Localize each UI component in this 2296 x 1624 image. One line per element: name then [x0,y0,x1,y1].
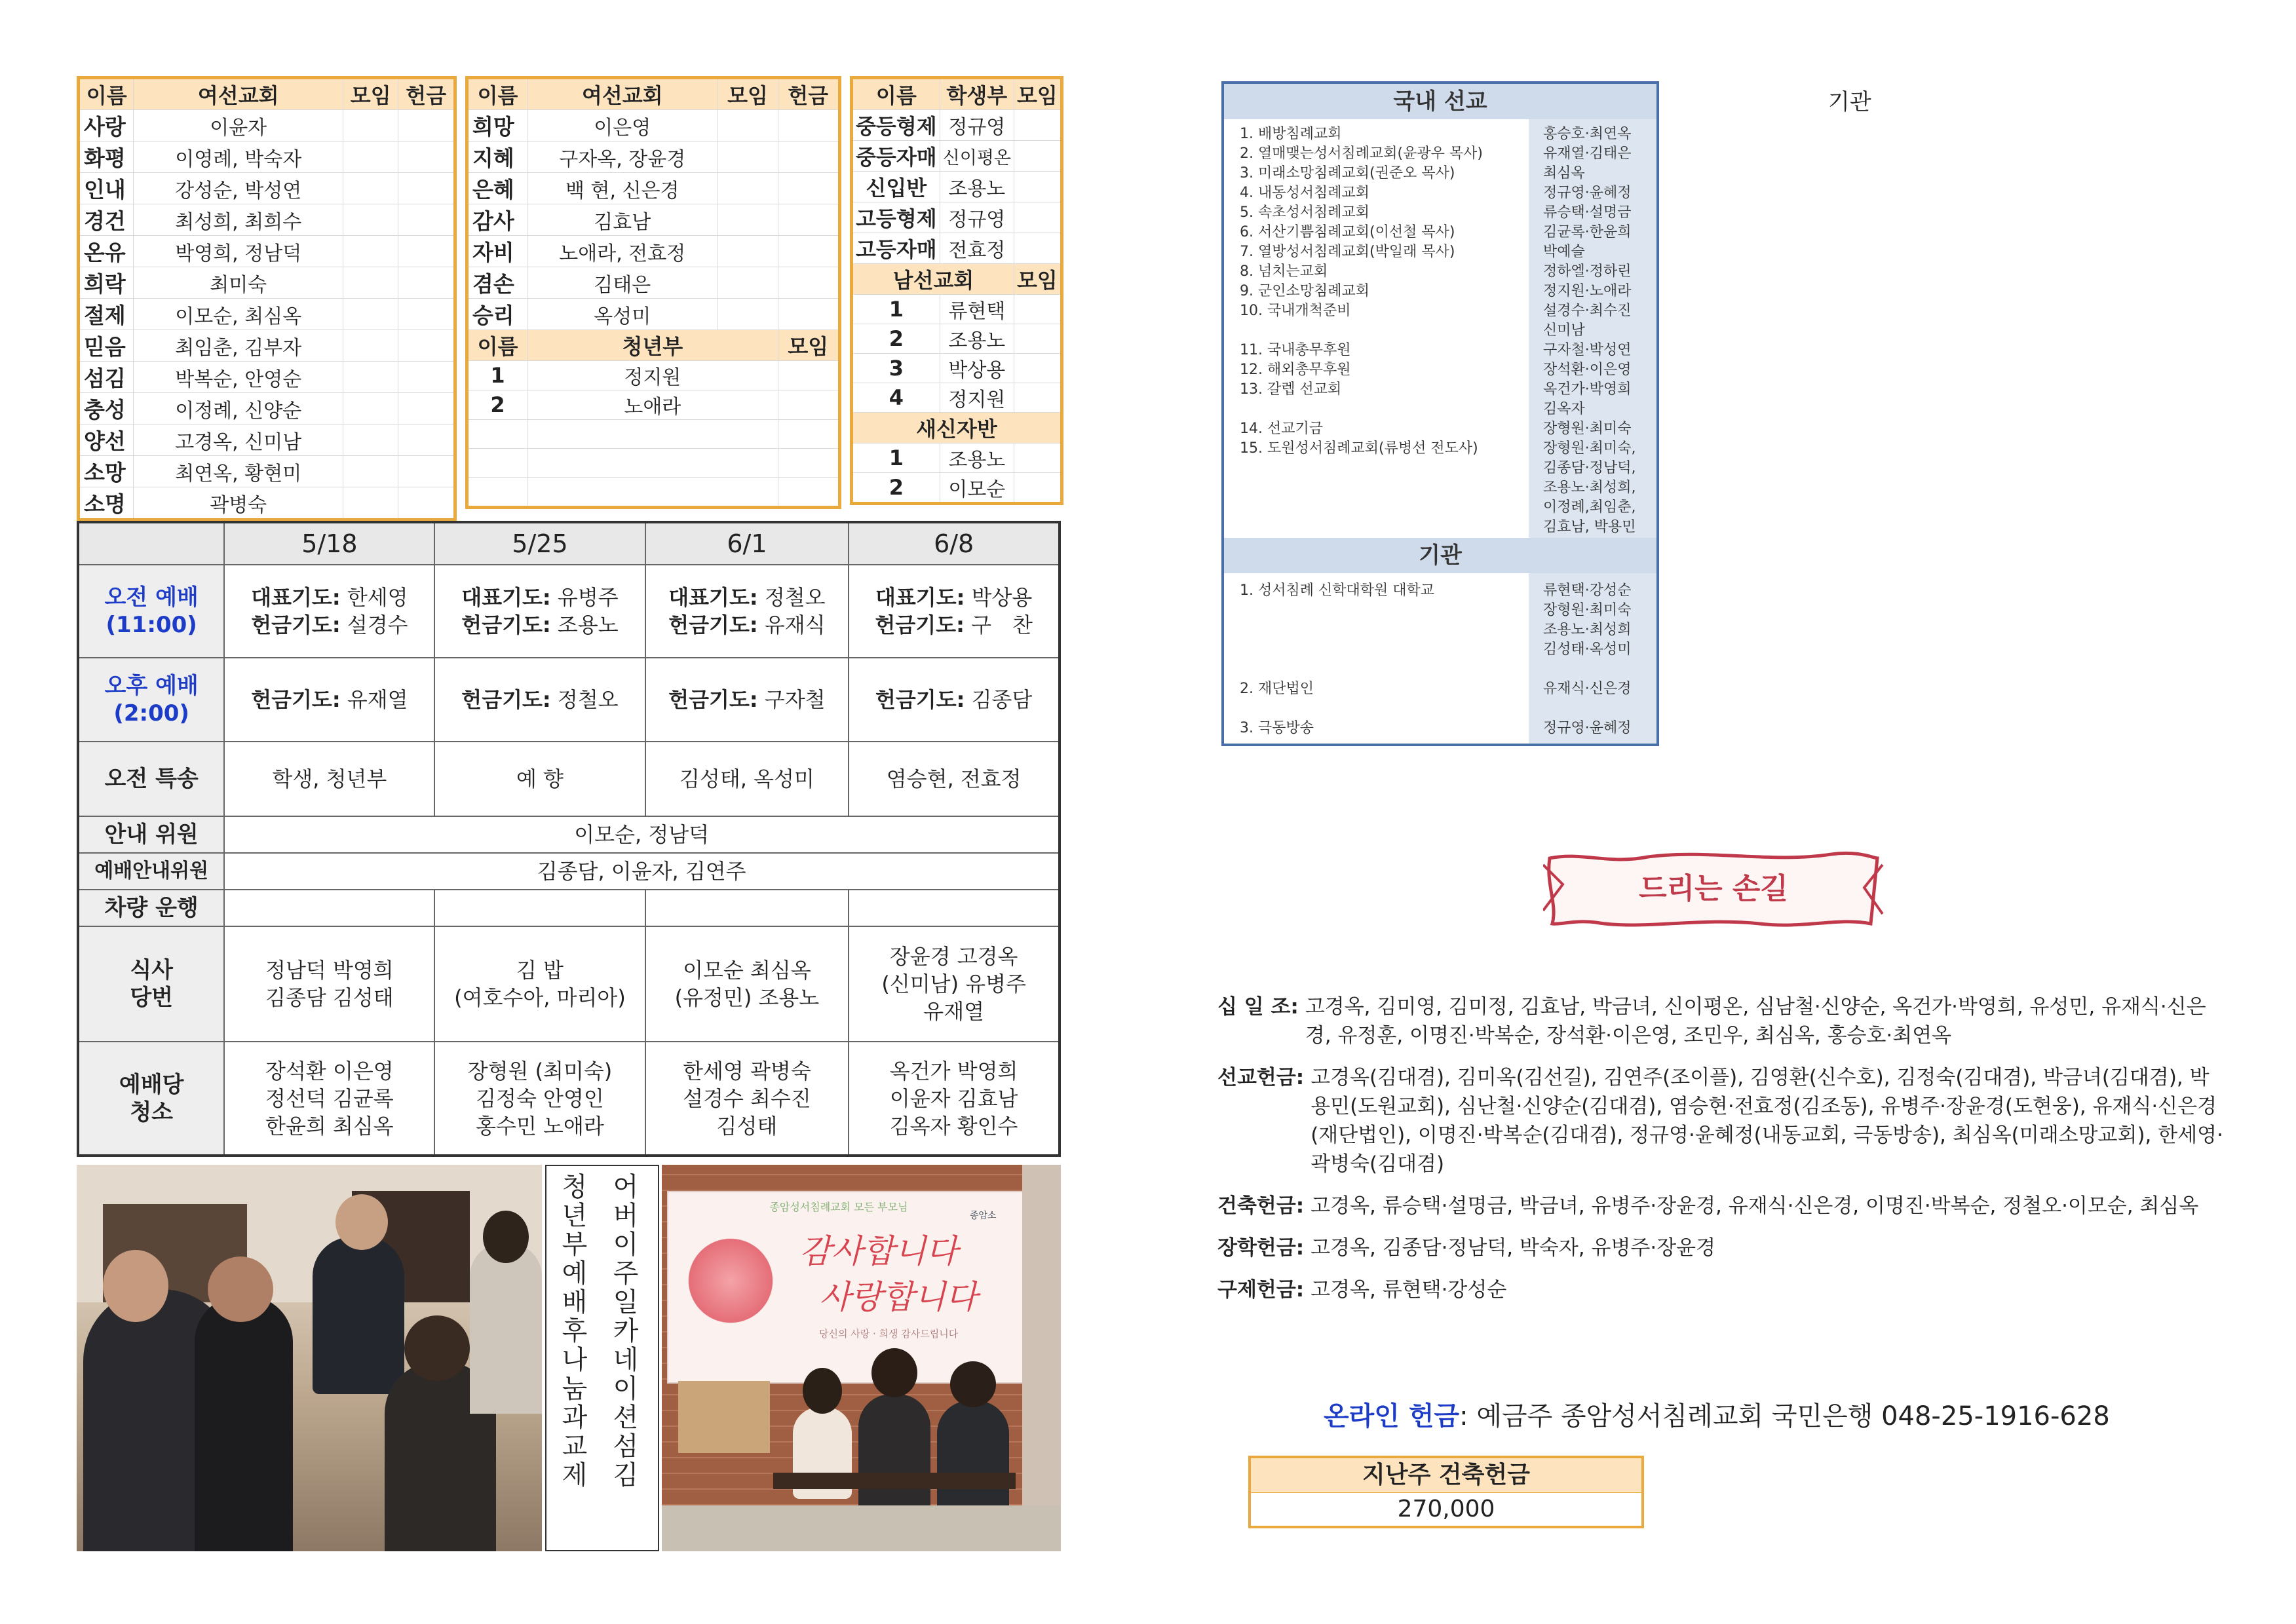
mission-supporters: 조용노·최성희, [1543,480,1636,496]
meal-cell: 장윤경 고경옥 (신미남) 유병주 유재열 [849,926,1060,1042]
row-name: 화평 [79,142,134,173]
row-members: 정지원 [940,383,1014,413]
row-name: 온유 [79,236,134,267]
mission-supporters: 류현택·강성순 [1543,582,1632,599]
domestic-title: 국내 선교 [1223,83,1658,119]
row-name: 양선 [79,425,134,456]
mission-supporters: 김종담·정남덕, [1543,460,1636,476]
women-mission-table-1 [77,76,457,521]
col-header-group: 여선교회 [527,78,718,110]
meal-cell: 김 밥 (여호수아, 마리아) [434,926,645,1042]
online-offering: 온라인 헌금: 예금주 종암성서침례교회 국민은행 048-25-1916-628 [1324,1401,2110,1431]
mission-supporters: 장형원·최미숙 [1543,602,1632,618]
usher-label: 안내 위원 [78,816,224,853]
mission-item: 5. 속초성서침례교회 [1240,204,1369,221]
row-number: 3 [852,354,940,383]
youth-header-meeting: 모임 [778,330,839,361]
row-number: 2 [467,390,527,420]
mission-item: 14. 선교기금 [1240,421,1323,437]
row-members: 박상용 [940,354,1014,383]
table-row [79,173,455,204]
row-number: 1 [852,444,940,473]
men-header-meeting: 모임 [1014,264,1062,295]
cleaning-cell: 장형원 (최미숙) 김정숙 안영인 홍수민 노애라 [434,1042,645,1156]
offering-row [1217,1192,2227,1220]
mission-supporters: 정규영·윤혜정 [1543,720,1632,736]
row-name: 사랑 [79,110,134,142]
row-number: 4 [852,383,940,413]
offering-names: 고경옥, 김미영, 김미정, 김효남, 박금녀, 신이평온, 심남철·신양순, 옥건가·박영희, 유성민, 유재식·신은경, 유정훈, 이명진·박복순, 장석환·이은영, 조민우, 최심옥, 홍승호·최연옥 [1305,995,2206,1048]
banner-small-text: 종암성서침례교회 모든 부모님 [769,1201,908,1213]
row-name: 고등형제 [852,202,940,233]
mission-item: 3. 미래소망침례교회(권준오 목사) [1240,165,1455,181]
mission-item: 1. 성서침례 신학대학원 대학교 [1240,582,1434,599]
mission-supporters: 김균록·한윤희 [1543,224,1632,240]
col-header-name: 이름 [467,78,527,110]
table-row [852,324,1062,354]
mission-supporters: 김성태·옥성미 [1543,641,1632,658]
table-row [467,236,840,267]
table-row [79,110,455,142]
usher-value: 이모순, 정남덕 [224,816,1060,853]
row-members: 조용노 [940,172,1014,202]
youth-fellowship-photo [77,1165,542,1551]
men-header: 남선교회 [852,264,1014,295]
mission-supporters: 구자철·박성연 [1543,342,1632,358]
mission-supporters: 장석환·이은영 [1543,362,1632,378]
row-members: 이윤자 [134,110,343,142]
col-header-meeting: 모임 [718,78,778,110]
offering-names: 고경옥(김대겸), 김미옥(김선길), 김연주(조이플), 김영환(신수호), 김정숙(김대겸), 박금녀(김대겸), 박용민(도원교회), 심난철·신양순(김대겸), 염승현·전효정(김조동), 유병주·장윤경(도현웅), 유재식·신은경(재단법인), 이명진·박복순(김대겸), 정규영·윤혜정(내동교회, 극동방송), 최심옥(미래소망교회), 한세영·곽병숙(김대겸) [1311,1066,2223,1176]
table-row [852,444,1062,473]
mission-supporters: 김효남, 박용민 [1543,519,1636,535]
col-header-offering: 헌금 [778,78,839,110]
banner-thanks: 감사합니다 [799,1232,958,1270]
afternoon-cell: 헌금기도: 김종담 [849,658,1060,742]
row-members: 조용노 [940,444,1014,473]
row-members: 최미숙 [134,267,343,299]
row-members: 최연옥, 황현미 [134,456,343,487]
col-header-meeting: 모임 [1014,78,1062,110]
table-row [852,141,1062,172]
worship-guide-label: 예배안내위원 [78,853,224,890]
mission-supporters: 박예슬 [1543,244,1585,260]
row-members: 박복순, 안영순 [134,362,343,393]
table-row [852,172,1062,202]
table-row [79,142,455,173]
table-row [79,267,455,299]
row-number: 2 [852,473,940,504]
afternoon-cell: 헌금기도: 유재열 [224,658,434,742]
row-members: 이정례, 신양순 [134,393,343,425]
mission-supporters: 장형원·최미숙 [1543,421,1632,437]
table-row [467,110,840,142]
mission-supporters: 홍승호·최연옥 [1543,126,1632,142]
row-members: 곽병숙 [134,487,343,520]
morning-cell: 대표기도: 유병주 헌금기도: 조용노 [434,565,645,658]
special-song-label: 오전 특송 [78,742,224,816]
row-name: 절제 [79,299,134,330]
table-row [852,473,1062,504]
mission-supporters: 정규영·윤혜정 [1543,185,1632,201]
institution-title: 기관 [1223,538,1658,573]
cleaning-cell: 장석환 이은영 정선덕 김균록 한윤희 최심옥 [224,1042,434,1156]
col-header-group: 여선교회 [134,78,343,110]
mission-item: 12. 해외총무후원 [1240,362,1351,378]
offering-row [1217,1063,2227,1179]
date-header: 5/18 [224,522,434,565]
ribbon-title: 드리는 손길 [1639,872,1788,905]
row-members: 박영희, 정남덕 [134,236,343,267]
mission-supporters: 유재식·신은경 [1543,681,1632,697]
table-row [852,354,1062,383]
row-name: 은혜 [467,173,527,204]
offering-row [1217,1234,2227,1262]
newcomer-header: 새신자반 [852,413,1062,444]
banner-logo: 종암소 [970,1211,997,1221]
row-members: 노애라, 전효정 [527,236,718,267]
mission-item: 7. 열방성서침례교회(박일래 목사) [1240,244,1455,260]
row-members: 구자옥, 장윤경 [527,142,718,173]
table-row [467,204,840,236]
meal-label: 식사 당번 [78,926,224,1042]
mission-item: 13. 갈렙 선교회 [1240,381,1342,398]
banner-love: 사랑합니다 [819,1278,978,1316]
row-members: 이모순, 최심옥 [134,299,343,330]
row-members: 신이평온 [940,141,1014,172]
mission-item: 11. 국내총무후원 [1240,342,1351,358]
offering-type: 건축헌금: [1217,1194,1305,1218]
offering-type: 십 일 조: [1217,995,1299,1019]
row-members: 노애라 [527,390,778,420]
row-name: 자비 [467,236,527,267]
morning-cell: 대표기도: 박상용 헌금기도: 구 찬 [849,565,1060,658]
row-members: 정규영 [940,110,1014,141]
table-row [467,299,840,330]
table-row [467,390,840,420]
mission-item: 1. 배방침례교회 [1240,126,1342,142]
meal-cell: 정남덕 박영희 김종담 김성태 [224,926,434,1042]
row-name: 중등형제 [852,110,940,141]
mission-supporters: 옥건가·박영희 [1543,381,1632,398]
student-men-table [850,76,1063,505]
mission-item: 9. 군인소망침례교회 [1240,283,1369,299]
col-header-offering: 헌금 [398,78,455,110]
date-header: 5/25 [434,522,645,565]
table-row [852,295,1062,324]
table-row [79,487,455,520]
col-header-meeting: 모임 [343,78,398,110]
offering-row [1217,992,2227,1050]
row-members: 강성순, 박성연 [134,173,343,204]
offering-names: 고경옥, 류현택·강성순 [1311,1278,1507,1302]
row-members: 고경옥, 신미남 [134,425,343,456]
row-name: 경건 [79,204,134,236]
table-row [852,202,1062,233]
afternoon-cell: 헌금기도: 정철오 [434,658,645,742]
table-row [467,173,840,204]
row-name: 충성 [79,393,134,425]
table-row [467,361,840,390]
offering-row [1217,1275,2227,1304]
caption-youth: 청년부 예배 후 나눔과 교제 [562,1172,588,1490]
mission-supporters: 유재열·김태은 [1543,145,1632,162]
row-members: 최성희, 최희수 [134,204,343,236]
worship-schedule-table [77,521,1061,1157]
building-amount: 270,000 [1251,1492,1641,1526]
table-row [852,233,1062,264]
col-header-student: 학생부 [940,78,1014,110]
table-row [79,236,455,267]
morning-cell: 대표기도: 정철오 헌금기도: 유재식 [645,565,849,658]
offering-type: 선교헌금: [1217,1066,1305,1089]
special-cell: 염승현, 전효정 [849,742,1060,816]
row-members: 김효남 [527,204,718,236]
youth-header-group: 청년부 [527,330,778,361]
cleaning-label: 예배당 청소 [78,1042,224,1156]
building-offering-box [1248,1456,1644,1528]
meal-cell: 이모순 최심옥 (유정민) 조용노 [645,926,849,1042]
row-name: 희락 [79,267,134,299]
cleaning-cell: 옥건가 박영희 이윤자 김효남 김옥자 황인수 [849,1042,1060,1156]
table-row [79,330,455,362]
morning-worship-label: 오전 예배 (11:00) [78,565,224,658]
table-row [79,362,455,393]
online-label: 온라인 헌금 [1324,1401,1460,1431]
caption-parents-day: 어버이주일 카네이션 섬김 [613,1172,639,1490]
special-cell: 예 향 [434,742,645,816]
row-name: 승리 [467,299,527,330]
col-header-name: 이름 [852,78,940,110]
table-row [79,204,455,236]
mission-supporters: 류승택·설명금 [1543,204,1632,221]
row-members: 이은영 [527,110,718,142]
row-name: 중등자매 [852,141,940,172]
col-header-name: 이름 [79,78,134,110]
women-mission-table-2 [465,76,841,509]
table-row [467,142,840,173]
row-name: 소명 [79,487,134,520]
date-header: 6/1 [645,522,849,565]
row-members: 정지원 [527,361,778,390]
row-members: 전효정 [940,233,1014,264]
worship-guide-value: 김종담, 이윤자, 김연주 [224,853,1060,890]
banner-line: 당신의 사랑 · 희생 감사드립니다 [819,1328,959,1340]
row-members: 김태은 [527,267,718,299]
mission-supporters: 장형원·최미숙, [1543,440,1636,457]
car-label: 차량 운행 [78,890,224,926]
row-name: 신입반 [852,172,940,202]
mission-table [1221,81,1659,746]
row-name: 겸손 [467,267,527,299]
row-members: 옥성미 [527,299,718,330]
offering-type: 구제헌금: [1217,1278,1305,1302]
row-members: 조용노 [940,324,1014,354]
mission-item: 6. 서산기쁨침례교회(이선철 목사) [1240,224,1455,240]
row-name: 지혜 [467,142,527,173]
mission-supporters: 설경수·최수진 [1543,303,1632,319]
table-row [79,456,455,487]
mission-supporters: 김옥자 [1543,401,1585,417]
row-number: 1 [467,361,527,390]
mission-item: 2. 열매맺는성서침례교회(윤광우 목사) [1240,145,1483,162]
mission-item: 15. 도원성서침례교회(류병선 전도사) [1240,440,1478,457]
row-members: 정규영 [940,202,1014,233]
building-title: 지난주 건축헌금 [1251,1458,1641,1492]
carnation-photo [662,1165,1061,1551]
row-name: 감사 [467,204,527,236]
row-members: 최임춘, 김부자 [134,330,343,362]
mission-supporters: 정하엘·정하린 [1543,263,1632,280]
special-cell: 학생, 청년부 [224,742,434,816]
row-name: 인내 [79,173,134,204]
banner [667,1191,1024,1384]
special-cell: 김성태, 옥성미 [645,742,849,816]
mission-supporters: 신미남 [1543,322,1585,339]
row-name: 고등자매 [852,233,940,264]
table-row [79,425,455,456]
row-name: 믿음 [79,330,134,362]
mission-item: 4. 내동성서침례교회 [1240,185,1369,201]
table-row [467,267,840,299]
row-members: 이모순 [940,473,1014,504]
row-members: 이영례, 박숙자 [134,142,343,173]
cleaning-cell: 한세영 곽병숙 설경수 최수진 김성태 [645,1042,849,1156]
afternoon-cell: 헌금기도: 구자철 [645,658,849,742]
table-row [852,110,1062,141]
table-row [79,299,455,330]
mission-supporters: 조용노·최성희 [1543,622,1632,638]
mission-item: 10. 국내개척준비 [1240,303,1351,319]
mission-supporters: 이정례,최임춘, [1543,499,1636,516]
row-number: 2 [852,324,940,354]
row-name: 섬김 [79,362,134,393]
mission-item: 2. 재단법인 [1240,681,1314,697]
row-number: 1 [852,295,940,324]
afternoon-worship-label: 오후 예배 (2:00) [78,658,224,742]
row-members: 류현택 [940,295,1014,324]
photo-caption-box [545,1165,659,1551]
table-row [852,383,1062,413]
mission-supporters: 최심옥 [1543,165,1585,181]
row-name: 희망 [467,110,527,142]
row-name: 소망 [79,456,134,487]
row-members: 백 현, 신은경 [527,173,718,204]
mission-item: 3. 극동방송 [1240,720,1314,736]
online-account: 예금주 종암성서침례교회 국민은행 048-25-1916-628 [1476,1401,2110,1431]
morning-cell: 대표기도: 한세영 헌금기도: 설경수 [224,565,434,658]
mission-item: 8. 넘치는교회 [1240,263,1328,280]
mission-supporters: 정지원·노애라 [1543,283,1632,299]
offering-names: 고경옥, 김종담·정남덕, 박숙자, 유병주·장윤경 [1311,1236,1716,1260]
offering-type: 장학헌금: [1217,1236,1305,1260]
offerings-list [1217,992,2227,1317]
date-header: 6/8 [849,522,1060,565]
offering-names: 고경옥, 류승택·설명금, 박금녀, 유병주·장윤경, 유재식·신은경, 이명진·박복순, 정철오·이모순, 최심옥 [1311,1194,2199,1218]
right-header-institution: 기관 [1828,89,1871,115]
table-row [79,393,455,425]
youth-header-name: 이름 [467,330,527,361]
